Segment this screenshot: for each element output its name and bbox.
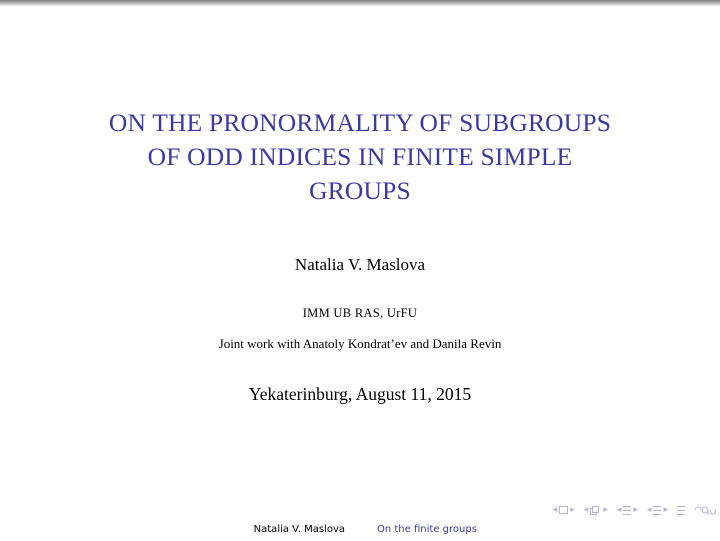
slide-nav-icon[interactable]: ◂ ▸ bbox=[552, 505, 575, 515]
footer-author: Natalia V. Maslova bbox=[253, 524, 345, 535]
institution: IMM UB RAS, UrFU bbox=[302, 306, 418, 320]
beamer-navigation-bar bbox=[553, 502, 716, 518]
slide-title bbox=[40, 106, 680, 208]
section-nav-icon[interactable]: ◂ ▸ bbox=[646, 505, 668, 515]
author: Natalia V. Maslova bbox=[294, 255, 426, 274]
joint-work: Joint work with Anatoly Kondrat’ev and Danila Revin bbox=[218, 336, 502, 351]
date: Yekaterinburg, August 11, 2015 bbox=[248, 384, 472, 404]
title-line: GROUPS bbox=[309, 176, 411, 205]
footer bbox=[0, 522, 720, 541]
title-line: OF ODD INDICES IN FINITE SIMPLE bbox=[147, 142, 573, 171]
align-icon[interactable] bbox=[677, 506, 685, 515]
frame-nav-icon[interactable]: ◂ ▸ bbox=[583, 505, 608, 515]
search-icon[interactable] bbox=[694, 505, 716, 515]
footer-title: On the finite groups bbox=[377, 524, 477, 535]
title-line: ON THE PRONORMALITY OF SUBGROUPS bbox=[108, 108, 612, 137]
top-shadow bbox=[0, 0, 720, 7]
subsection-nav-icon[interactable]: ◂ ▸ bbox=[616, 505, 638, 515]
